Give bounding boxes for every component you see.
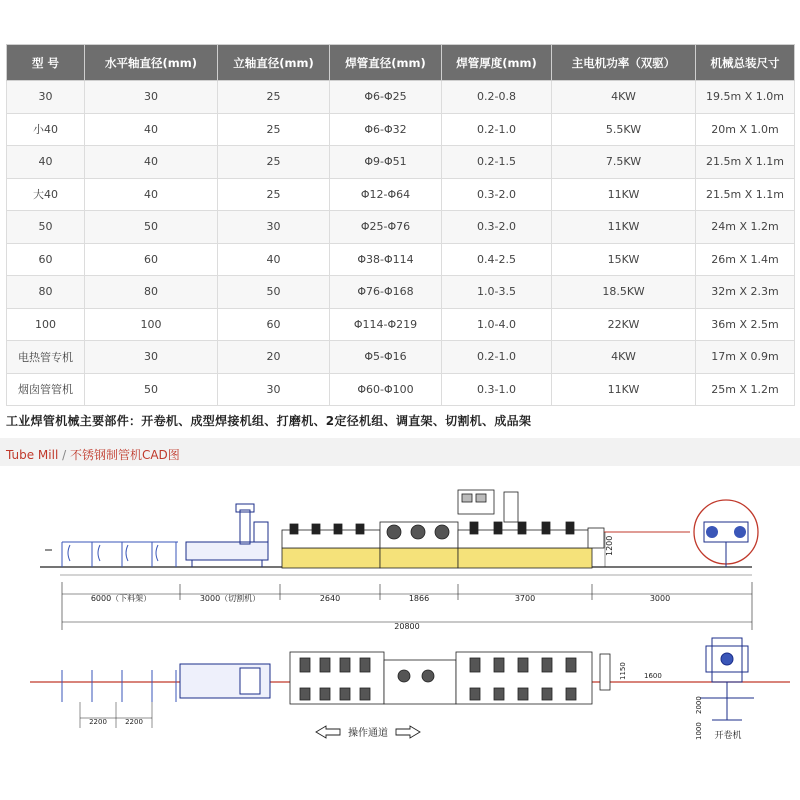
table-row: [7, 211, 795, 244]
table-cell: Φ6-Φ32: [330, 113, 442, 146]
table-cell: 0.2-1.0: [442, 341, 552, 374]
table-cell: 36m X 2.5m: [696, 308, 795, 341]
table-cell: 30: [218, 211, 330, 244]
table-cell: Φ25-Φ76: [330, 211, 442, 244]
dim-forming-3: 3700: [514, 594, 536, 603]
table-cell: 80: [7, 276, 85, 309]
table-cell: Φ12-Φ64: [330, 178, 442, 211]
table-row: [7, 308, 795, 341]
plan-dim-right-1: 1150: [619, 662, 627, 680]
table-cell: 100: [7, 308, 85, 341]
table-cell: 50: [7, 211, 85, 244]
table-cell: 0.2-1.0: [442, 113, 552, 146]
plan-dim-small-1: 2200: [89, 718, 107, 726]
table-row: [7, 113, 795, 146]
table-cell: 1.0-3.5: [442, 276, 552, 309]
table-cell: 17m X 0.9m: [696, 341, 795, 374]
table-cell: 15KW: [552, 243, 696, 276]
table-cell: 小40: [7, 113, 85, 146]
dim-forming-1: 2640: [319, 594, 341, 603]
table-cell: 19.5m X 1.0m: [696, 81, 795, 114]
uncoiler-dim-2: 1000: [695, 722, 703, 740]
table-cell: 0.2-0.8: [442, 81, 552, 114]
cad-title-en[interactable]: Tube Mill: [6, 448, 59, 462]
dim-total: 20800: [394, 622, 420, 631]
table-header-cell: 立轴直径(mm): [218, 45, 330, 81]
table-cell: 25: [218, 81, 330, 114]
table-cell: 20m X 1.0m: [696, 113, 795, 146]
table-cell: 11KW: [552, 373, 696, 406]
main-parts-text: 工业焊管机械主要部件：开卷机、成型焊接机组、打磨机、2定径机组、调直架、切割机、成品架: [6, 414, 532, 428]
table-cell: 80: [85, 276, 218, 309]
table-cell: Φ60-Φ100: [330, 373, 442, 406]
table-header-cell: 型 号: [7, 45, 85, 81]
table-cell: 40: [85, 146, 218, 179]
table-row: [7, 341, 795, 374]
table-cell: Φ76-Φ168: [330, 276, 442, 309]
table-cell: 0.3-2.0: [442, 178, 552, 211]
table-cell: 4KW: [552, 341, 696, 374]
table-cell: 0.2-1.5: [442, 146, 552, 179]
table-cell: 21.5m X 1.1m: [696, 178, 795, 211]
cad-title: [6, 446, 180, 463]
table-cell: Φ6-Φ25: [330, 81, 442, 114]
table-row: [7, 276, 795, 309]
table-cell: 30: [85, 341, 218, 374]
table-cell: 25m X 1.2m: [696, 373, 795, 406]
table-header-cell: 焊管直径(mm): [330, 45, 442, 81]
table-cell: 60: [7, 243, 85, 276]
table-cell: 电热管专机: [7, 341, 85, 374]
table-row: [7, 373, 795, 406]
table-header-row: [7, 45, 795, 81]
dim-feed-rack: 6000（下料架）: [90, 594, 152, 603]
table-cell: Φ114-Φ219: [330, 308, 442, 341]
table-cell: 30: [218, 373, 330, 406]
table-header-cell: 焊管厚度(mm): [442, 45, 552, 81]
plan-dim-small-2: 2200: [125, 718, 143, 726]
uncoiler-dim-1: 2000: [695, 696, 703, 714]
cad-title-cn[interactable]: 不锈钢制管机CAD图: [69, 448, 180, 462]
table-cell: 18.5KW: [552, 276, 696, 309]
table-cell: 50: [85, 211, 218, 244]
table-row: [7, 243, 795, 276]
table-cell: 5.5KW: [552, 113, 696, 146]
table-header-cell: 水平轴直径(mm): [85, 45, 218, 81]
table-cell: Φ9-Φ51: [330, 146, 442, 179]
table-cell: 0.3-2.0: [442, 211, 552, 244]
table-cell: 40: [85, 178, 218, 211]
table-cell: 烟囱管管机: [7, 373, 85, 406]
cad-title-sep: /: [58, 448, 70, 462]
table-cell: 大40: [7, 178, 85, 211]
table-cell: 4KW: [552, 81, 696, 114]
table-cell: 40: [7, 146, 85, 179]
table-cell: 0.4-2.5: [442, 243, 552, 276]
table-cell: 24m X 1.2m: [696, 211, 795, 244]
table-row: [7, 178, 795, 211]
table-cell: Φ38-Φ114: [330, 243, 442, 276]
table-cell: 21.5m X 1.1m: [696, 146, 795, 179]
table-cell: 22KW: [552, 308, 696, 341]
table-cell: 50: [85, 373, 218, 406]
table-cell: 100: [85, 308, 218, 341]
dim-cutter: 3000（切割机）: [199, 594, 261, 603]
table-cell: 60: [85, 243, 218, 276]
spec-table: [6, 44, 795, 406]
feed-rack: [62, 542, 178, 567]
uncoiler-elevation: [694, 500, 758, 567]
table-cell: 30: [7, 81, 85, 114]
table-cell: 30: [85, 81, 218, 114]
table-cell: 25: [218, 178, 330, 211]
table-cell: 40: [218, 243, 330, 276]
dim-uncoiler: 3000: [649, 594, 671, 603]
table-row: [7, 146, 795, 179]
table-cell: 25: [218, 146, 330, 179]
table-cell: 1.0-4.0: [442, 308, 552, 341]
forming-welding-unit: [282, 490, 604, 568]
table-cell: 7.5KW: [552, 146, 696, 179]
plan-dim-right-2: 1600: [644, 672, 662, 680]
plan-view: [30, 638, 790, 741]
table-cell: Φ5-Φ16: [330, 341, 442, 374]
elevation-view: [40, 490, 758, 631]
table-cell: 50: [218, 276, 330, 309]
uncoiler-plan: [700, 638, 754, 720]
cutting-machine: [186, 504, 268, 567]
table-cell: 20: [218, 341, 330, 374]
plan-forming-unit: [290, 652, 610, 704]
uncoiler-label: 开卷机: [714, 731, 742, 741]
table-cell: 26m X 1.4m: [696, 243, 795, 276]
table-header-cell: 机械总装尺寸: [696, 45, 795, 81]
plan-cutter: [180, 664, 270, 698]
table-cell: 32m X 2.3m: [696, 276, 795, 309]
table-cell: 25: [218, 113, 330, 146]
table-cell: 60: [218, 308, 330, 341]
table-row: [7, 81, 795, 114]
dim-forming-2: 1866: [408, 594, 430, 603]
table-cell: 40: [85, 113, 218, 146]
table-cell: 0.3-1.0: [442, 373, 552, 406]
cad-drawing: [0, 470, 800, 800]
table-header-cell: 主电机功率（双驱）: [552, 45, 696, 81]
plan-feed-rack: [62, 670, 176, 702]
table-cell: 11KW: [552, 211, 696, 244]
aisle-label: 操作通道: [348, 728, 388, 739]
table-cell: 11KW: [552, 178, 696, 211]
height-label: 1200: [605, 535, 614, 556]
